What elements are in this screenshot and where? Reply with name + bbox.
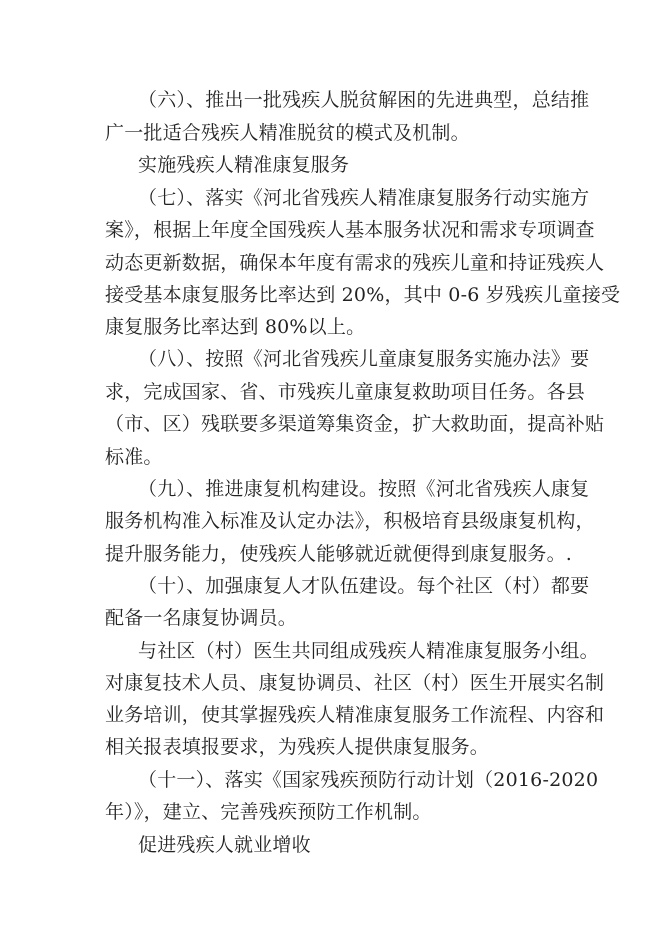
text-line: （十）、加强康复人才队伍建设。每个社区（村）都要 (138, 575, 590, 597)
text-line: 相关报表填报要求，为残疾人提供康复服务。 (105, 736, 490, 758)
text-line: 服务机构准入标准及认定办法》，积极培育县级康复机构， (105, 510, 595, 532)
text-line: 案》，根据上年度全国残疾人基本服务状况和需求专项调查 (105, 219, 595, 241)
text-line: 动态更新数据，确保本年度有需求的残疾儿童和持证残疾人 (105, 252, 605, 274)
text-line: （六）、推出一批残疾人脱贫解困的先进典型，总结推 (138, 89, 590, 111)
text-line: （十一）、落实《国家残疾预防行动计划（2016-2020 (138, 769, 599, 791)
text-line: 提升服务能力，使残疾人能够就近就便得到康复服务。. (105, 543, 573, 565)
text-line: 求，完成国家、省、市残疾儿童康复救助项目任务。各县 (105, 381, 586, 403)
text-line: 对康复技术人员、康复协调员、社区（村）医生开展实名制 (105, 672, 605, 694)
text-line: 配备一名康复协调员。 (105, 607, 298, 629)
text-line: 广一批适合残疾人精准脱贫的模式及机制。 (105, 122, 470, 144)
text-line: 业务培训，使其掌握残疾人精准康复服务工作流程、内容和 (105, 704, 605, 726)
text-line: 接受基本康复服务比率达到 20%，其中 0-6 岁残疾儿童接受 (105, 284, 621, 306)
text-line: （九）、推进康复机构建设。按照《河北省残疾人康复 (138, 478, 590, 500)
text-line: 康复服务比率达到 80%以上。 (105, 316, 366, 338)
text-line: （市、区）残联要多渠道筹集资金，扩大救助面，提高补贴 (105, 413, 605, 435)
text-line: 年）》，建立、完善残疾预防工作机制。 (105, 801, 432, 823)
section-heading: 促进残疾人就业增收 (138, 834, 311, 856)
text-line: 标准。 (105, 446, 163, 468)
text-line: （七）、落实《河北省残疾人精准康复服务行动实施方 (138, 187, 590, 209)
text-line: 与社区（村）医生共同组成残疾人精准康复服务小组。 (138, 640, 599, 662)
text-line: （八）、按照《河北省残疾儿童康复服务实施办法》要 (138, 348, 590, 370)
section-heading: 实施残疾人精准康复服务 (138, 154, 350, 176)
